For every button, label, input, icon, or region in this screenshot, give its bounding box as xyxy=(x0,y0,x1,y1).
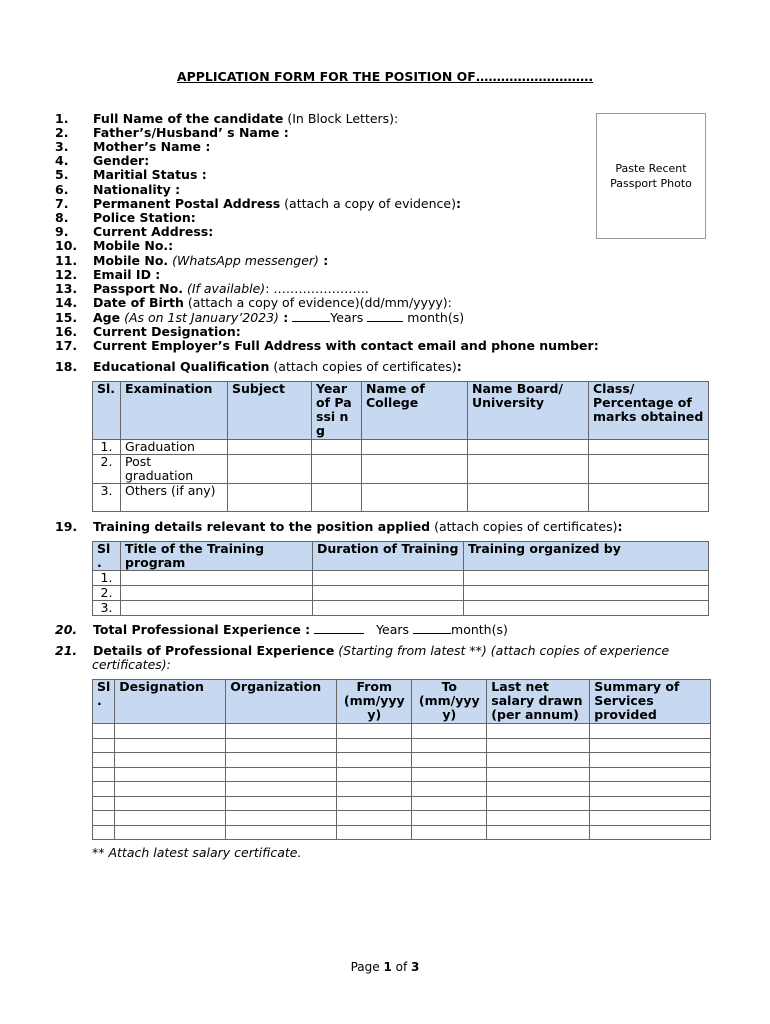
training-cell-input[interactable] xyxy=(121,586,313,601)
exp-cell-input[interactable] xyxy=(115,767,226,782)
training-cell-input[interactable] xyxy=(464,601,709,616)
experience-table xyxy=(92,679,711,840)
page-title: APPLICATION FORM FOR THE POSITION OF………………………. xyxy=(176,69,594,84)
training-header-title: Title of the Training program xyxy=(121,542,313,571)
photo-box-line-1: Paste Recent xyxy=(615,162,687,175)
exp-cell-input[interactable] xyxy=(226,811,337,826)
age-years-blank[interactable] xyxy=(292,311,330,322)
training-cell-sl: 3. xyxy=(93,601,121,616)
edu-cell-input[interactable] xyxy=(312,440,362,455)
edu-header-class: Class/ Percentage of marks obtained xyxy=(589,382,709,440)
field-8: 8. Police Station: xyxy=(55,210,196,225)
section-21-heading: 21. Details of Professional Experience (Starting from latest **) (attach copies of experience xyxy=(55,643,670,658)
training-cell-input[interactable] xyxy=(121,571,313,586)
exp-cell-input[interactable] xyxy=(93,724,115,739)
edu-cell-input[interactable] xyxy=(362,484,468,512)
exp-cell-input[interactable] xyxy=(412,811,487,826)
table-row xyxy=(93,601,709,616)
experience-years-blank[interactable] xyxy=(314,623,364,634)
exp-cell-input[interactable] xyxy=(412,724,487,739)
field-17: 17. Current Employer’s Full Address with contact email and phone number: xyxy=(55,338,599,353)
exp-cell-input[interactable] xyxy=(226,782,337,797)
field-7: 7. Permanent Postal Address (attach a copy of evidence): xyxy=(55,196,461,211)
training-cell-input[interactable] xyxy=(313,586,464,601)
exp-cell-input[interactable] xyxy=(226,767,337,782)
field-4: 4. Gender: xyxy=(55,153,150,168)
exp-cell-input[interactable] xyxy=(93,782,115,797)
page-number: Page 1 of 3 xyxy=(350,960,420,974)
exp-cell-input[interactable] xyxy=(590,796,711,811)
field-6: 6. Nationality : xyxy=(55,182,181,197)
edu-header-college: Name of College xyxy=(362,382,468,440)
edu-cell-input[interactable] xyxy=(228,440,312,455)
training-header-duration: Duration of Training xyxy=(313,542,464,571)
edu-cell-sl: 3. xyxy=(93,484,121,512)
exp-cell-input[interactable] xyxy=(115,738,226,753)
edu-cell-input[interactable] xyxy=(312,484,362,512)
exp-header-to: To (mm/yyy y) xyxy=(412,680,487,724)
exp-cell-input[interactable] xyxy=(487,738,590,753)
field-5: 5. Maritial Status : xyxy=(55,167,207,182)
section-20-total-experience: 20. Total Professional Experience : Years month(s) xyxy=(55,622,508,637)
exp-cell-input[interactable] xyxy=(115,724,226,739)
field-15: 15. Age (As on 1st January’2023) : Years month(s) xyxy=(55,310,465,325)
exp-cell-input[interactable] xyxy=(487,767,590,782)
exp-cell-input[interactable] xyxy=(590,738,711,753)
training-cell-input[interactable] xyxy=(313,601,464,616)
exp-cell-input[interactable] xyxy=(226,753,337,768)
exp-cell-input[interactable] xyxy=(412,767,487,782)
table-row xyxy=(93,484,709,512)
exp-cell-input[interactable] xyxy=(337,753,412,768)
exp-cell-input[interactable] xyxy=(337,811,412,826)
exp-cell-input[interactable] xyxy=(226,825,337,840)
exp-cell-input[interactable] xyxy=(487,811,590,826)
table-row xyxy=(93,571,709,586)
exp-cell-input[interactable] xyxy=(93,796,115,811)
footnote: ** Attach latest salary certificate. xyxy=(92,845,302,860)
exp-cell-input[interactable] xyxy=(487,724,590,739)
exp-cell-input[interactable] xyxy=(412,825,487,840)
exp-cell-input[interactable] xyxy=(590,724,711,739)
training-cell-sl: 2. xyxy=(93,586,121,601)
exp-cell-input[interactable] xyxy=(337,825,412,840)
exp-header-designation: Designation xyxy=(115,680,226,724)
training-cell-input[interactable] xyxy=(464,586,709,601)
exp-cell-input[interactable] xyxy=(115,811,226,826)
exp-cell-input[interactable] xyxy=(590,782,711,797)
edu-cell-input[interactable] xyxy=(589,455,709,484)
exp-cell-input[interactable] xyxy=(115,753,226,768)
edu-cell-sl: 1. xyxy=(93,440,121,455)
section-21-heading-cont: certificates): xyxy=(92,657,171,672)
exp-cell-input[interactable] xyxy=(487,796,590,811)
edu-cell-input[interactable] xyxy=(228,455,312,484)
table-row xyxy=(93,753,711,768)
exp-cell-input[interactable] xyxy=(412,738,487,753)
table-row xyxy=(93,455,709,484)
exp-cell-input[interactable] xyxy=(487,753,590,768)
table-row xyxy=(93,440,709,455)
field-13: 13. Passport No. (If available): ………………….. xyxy=(55,281,369,296)
exp-header-sl: Sl . xyxy=(93,680,115,724)
table-row xyxy=(93,811,711,826)
training-header-organizer: Training organized by xyxy=(464,542,709,571)
field-14: 14. Date of Birth (attach a copy of evidence)(dd/mm/yyyy): xyxy=(55,295,452,310)
table-row xyxy=(93,724,711,739)
section-18-heading: 18. Educational Qualification (attach copies of certificates): xyxy=(55,359,462,374)
field-3: 3. Mother’s Name : xyxy=(55,139,211,154)
exp-cell-input[interactable] xyxy=(93,738,115,753)
exp-cell-input[interactable] xyxy=(226,738,337,753)
exp-cell-input[interactable] xyxy=(226,724,337,739)
exp-cell-input[interactable] xyxy=(115,796,226,811)
table-row xyxy=(93,796,711,811)
exp-cell-input[interactable] xyxy=(487,782,590,797)
exp-header-organization: Organization xyxy=(226,680,337,724)
exp-cell-input[interactable] xyxy=(590,753,711,768)
photo-box-line-2: Passport Photo xyxy=(610,177,692,190)
exp-cell-input[interactable] xyxy=(93,825,115,840)
exp-header-salary: Last net salary drawn (per annum) xyxy=(487,680,590,724)
edu-cell-input[interactable] xyxy=(312,455,362,484)
table-row xyxy=(93,738,711,753)
exp-cell-input[interactable] xyxy=(337,796,412,811)
table-row xyxy=(93,767,711,782)
edu-cell-input[interactable] xyxy=(589,484,709,512)
edu-cell-exam: Post graduation xyxy=(121,455,228,484)
exp-header-summary: Summary of Services provided xyxy=(590,680,711,724)
table-row xyxy=(93,825,711,840)
edu-header-sl: Sl. xyxy=(93,382,121,440)
training-cell-input[interactable] xyxy=(121,601,313,616)
exp-cell-input[interactable] xyxy=(115,782,226,797)
exp-cell-input[interactable] xyxy=(337,724,412,739)
edu-header-subject: Subject xyxy=(228,382,312,440)
exp-cell-input[interactable] xyxy=(337,767,412,782)
field-10: 10. Mobile No.: xyxy=(55,238,174,253)
exp-cell-input[interactable] xyxy=(412,753,487,768)
field-1: 1. Full Name of the candidate (In Block Letters): xyxy=(55,111,399,126)
education-table xyxy=(92,381,709,512)
exp-header-from: From (mm/yyy y) xyxy=(337,680,412,724)
exp-cell-input[interactable] xyxy=(226,796,337,811)
table-row xyxy=(93,782,711,797)
exp-cell-input[interactable] xyxy=(93,767,115,782)
exp-cell-input[interactable] xyxy=(412,796,487,811)
exp-cell-input[interactable] xyxy=(412,782,487,797)
training-table xyxy=(92,541,709,616)
section-19-heading: 19. Training details relevant to the position applied (attach copies of certificates): xyxy=(55,519,623,534)
experience-months-blank[interactable] xyxy=(413,623,451,634)
training-cell-input[interactable] xyxy=(464,571,709,586)
exp-cell-input[interactable] xyxy=(590,811,711,826)
edu-cell-exam: Graduation xyxy=(121,440,228,455)
exp-cell-input[interactable] xyxy=(93,811,115,826)
edu-header-examination: Examination xyxy=(121,382,228,440)
table-row xyxy=(93,586,709,601)
field-12: 12. Email ID : xyxy=(55,267,161,282)
edu-cell-input[interactable] xyxy=(589,440,709,455)
field-16: 16. Current Designation: xyxy=(55,324,241,339)
edu-cell-input[interactable] xyxy=(362,455,468,484)
edu-header-year: Year of Passi ng xyxy=(312,382,362,440)
exp-cell-input[interactable] xyxy=(487,825,590,840)
edu-cell-sl: 2. xyxy=(93,455,121,484)
training-cell-sl: 1. xyxy=(93,571,121,586)
exp-cell-input[interactable] xyxy=(590,825,711,840)
edu-cell-input[interactable] xyxy=(468,440,589,455)
field-2: 2. Father’s/Husband’ s Name : xyxy=(55,125,289,140)
edu-cell-input[interactable] xyxy=(362,440,468,455)
training-cell-input[interactable] xyxy=(313,571,464,586)
edu-cell-input[interactable] xyxy=(468,484,589,512)
edu-cell-input[interactable] xyxy=(468,455,589,484)
exp-cell-input[interactable] xyxy=(115,825,226,840)
field-9: 9. Current Address: xyxy=(55,224,214,239)
exp-cell-input[interactable] xyxy=(590,767,711,782)
edu-cell-exam: Others (if any) xyxy=(121,484,228,512)
exp-cell-input[interactable] xyxy=(93,753,115,768)
field-11: 11. Mobile No. (WhatsApp messenger) : xyxy=(55,253,329,268)
training-header-sl: Sl . xyxy=(93,542,121,571)
exp-cell-input[interactable] xyxy=(337,738,412,753)
edu-header-board: Name Board/ University xyxy=(468,382,589,440)
exp-cell-input[interactable] xyxy=(337,782,412,797)
age-months-blank[interactable] xyxy=(367,311,403,322)
edu-cell-input[interactable] xyxy=(228,484,312,512)
